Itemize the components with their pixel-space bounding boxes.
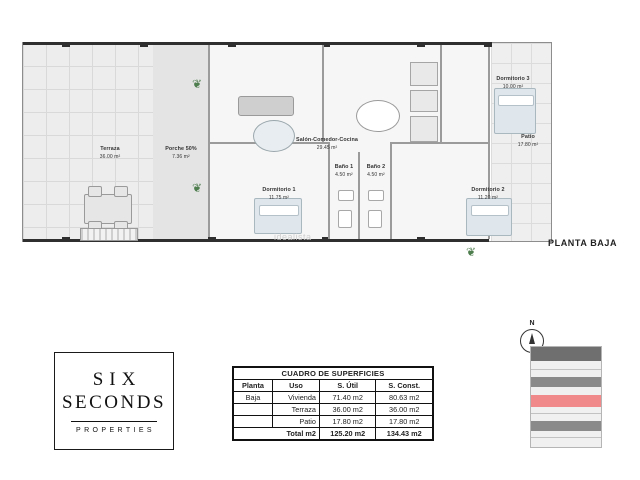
- room-label-dormitorio-2: Dormitorio 2 11.20 m²: [471, 187, 505, 201]
- table-header-sutil: S. Útil: [319, 380, 376, 392]
- plant-icon: ❦: [466, 245, 477, 259]
- bed-dormitorio-3: [494, 88, 536, 134]
- cell-sconst: 36.00 m2: [376, 404, 433, 416]
- bed-dormitorio-1: [254, 198, 302, 234]
- key-plan-band: [531, 377, 601, 387]
- cell-planta: [234, 404, 273, 416]
- cell-total-util: 125.20 m2: [319, 428, 376, 440]
- room-label-bano-2: Baño 2 4.50 m²: [366, 164, 386, 178]
- table-row: [234, 392, 433, 404]
- cell-uso: Terraza: [272, 404, 319, 416]
- room-label-patio: Patio 17.80 m²: [517, 134, 539, 148]
- cell-sconst: 80.63 m2: [376, 392, 433, 404]
- toilet: [338, 210, 352, 228]
- wall-partition: [390, 142, 392, 239]
- zone-porche: [153, 43, 209, 241]
- terrace-chair: [114, 186, 128, 197]
- pillar: [417, 42, 425, 47]
- logo-divider: [71, 421, 157, 422]
- dining-table: [356, 100, 400, 132]
- terrace-steps: [80, 228, 138, 241]
- cell-total-label: Total m2: [234, 428, 320, 440]
- key-plan-line: [531, 413, 601, 414]
- sofa: [238, 96, 294, 116]
- north-label: N: [529, 320, 535, 327]
- pillar: [208, 237, 216, 242]
- pillar: [417, 237, 425, 242]
- table-row: [234, 416, 433, 428]
- key-plan-band: [531, 421, 601, 431]
- table-total-row: [234, 428, 433, 440]
- pillar: [62, 237, 70, 242]
- key-plan-band: [531, 347, 601, 361]
- table-title-row: [234, 368, 433, 380]
- key-plan-block: [530, 346, 602, 448]
- table-row: [234, 404, 433, 416]
- table-header-planta: Planta: [234, 380, 273, 392]
- terrace-chair: [88, 186, 102, 197]
- cell-sconst: 17.80 m2: [376, 416, 433, 428]
- key-plan-highlight: [531, 395, 601, 407]
- cell-uso: Patio: [272, 416, 319, 428]
- bed-dormitorio-2: [466, 198, 512, 236]
- key-plan: [512, 320, 618, 448]
- room-label-dormitorio-1: Dormitorio 1 11.75 m²: [262, 187, 296, 201]
- cell-sutil: 17.80 m2: [319, 416, 376, 428]
- room-label-dormitorio-3: Dormitorio 3 10.00 m²: [496, 76, 530, 90]
- cell-sutil: 36.00 m2: [319, 404, 376, 416]
- logo-line-3: PROPERTIES: [76, 426, 155, 434]
- room-label-terraza: Terraza 36.00 m²: [99, 146, 121, 160]
- plant-icon: ❦: [192, 181, 203, 195]
- plant-icon: ❦: [192, 77, 203, 91]
- table-header-uso: Uso: [272, 380, 319, 392]
- watermark: idealista: [274, 232, 312, 242]
- sink: [338, 190, 354, 201]
- room-label-bano-1: Baño 1 4.50 m²: [334, 164, 354, 178]
- table-title: CUADRO DE SUPERFICIES: [234, 368, 433, 380]
- company-logo: [54, 352, 174, 450]
- cell-planta: [234, 416, 273, 428]
- key-plan-line: [531, 437, 601, 438]
- logo-line-1: SIX: [92, 368, 142, 390]
- kitchen-unit: [410, 116, 438, 142]
- room-label-salon: Salón-Comedor-Cocina 29.45 m²: [296, 137, 358, 151]
- pillar: [140, 42, 148, 47]
- table-header-row: [234, 380, 433, 392]
- room-label-porche: Porche 50% 7.36 m²: [165, 146, 197, 160]
- cell-total-const: 134.43 m2: [376, 428, 433, 440]
- surface-table: [232, 366, 434, 441]
- kitchen-unit: [410, 90, 438, 112]
- wall-partition: [440, 45, 442, 143]
- wall-partition: [322, 45, 324, 143]
- pillar: [62, 42, 70, 47]
- table-header-sconst: S. Const.: [376, 380, 433, 392]
- cell-uso: Vivienda: [272, 392, 319, 404]
- terrace-table: [84, 194, 132, 224]
- wall-partition: [440, 142, 490, 144]
- cell-sutil: 71.40 m2: [319, 392, 376, 404]
- pillar: [484, 42, 492, 47]
- wall-partition: [328, 142, 330, 239]
- floor-plan: [22, 42, 552, 259]
- plan-title: PLANTA BAJA: [548, 238, 618, 248]
- logo-line-2: SECONDS: [61, 391, 167, 413]
- toilet: [368, 210, 382, 228]
- pillar: [228, 42, 236, 47]
- cell-planta: Baja: [234, 392, 273, 404]
- kitchen-unit: [410, 62, 438, 86]
- sink: [368, 190, 384, 201]
- key-plan-line: [531, 369, 601, 370]
